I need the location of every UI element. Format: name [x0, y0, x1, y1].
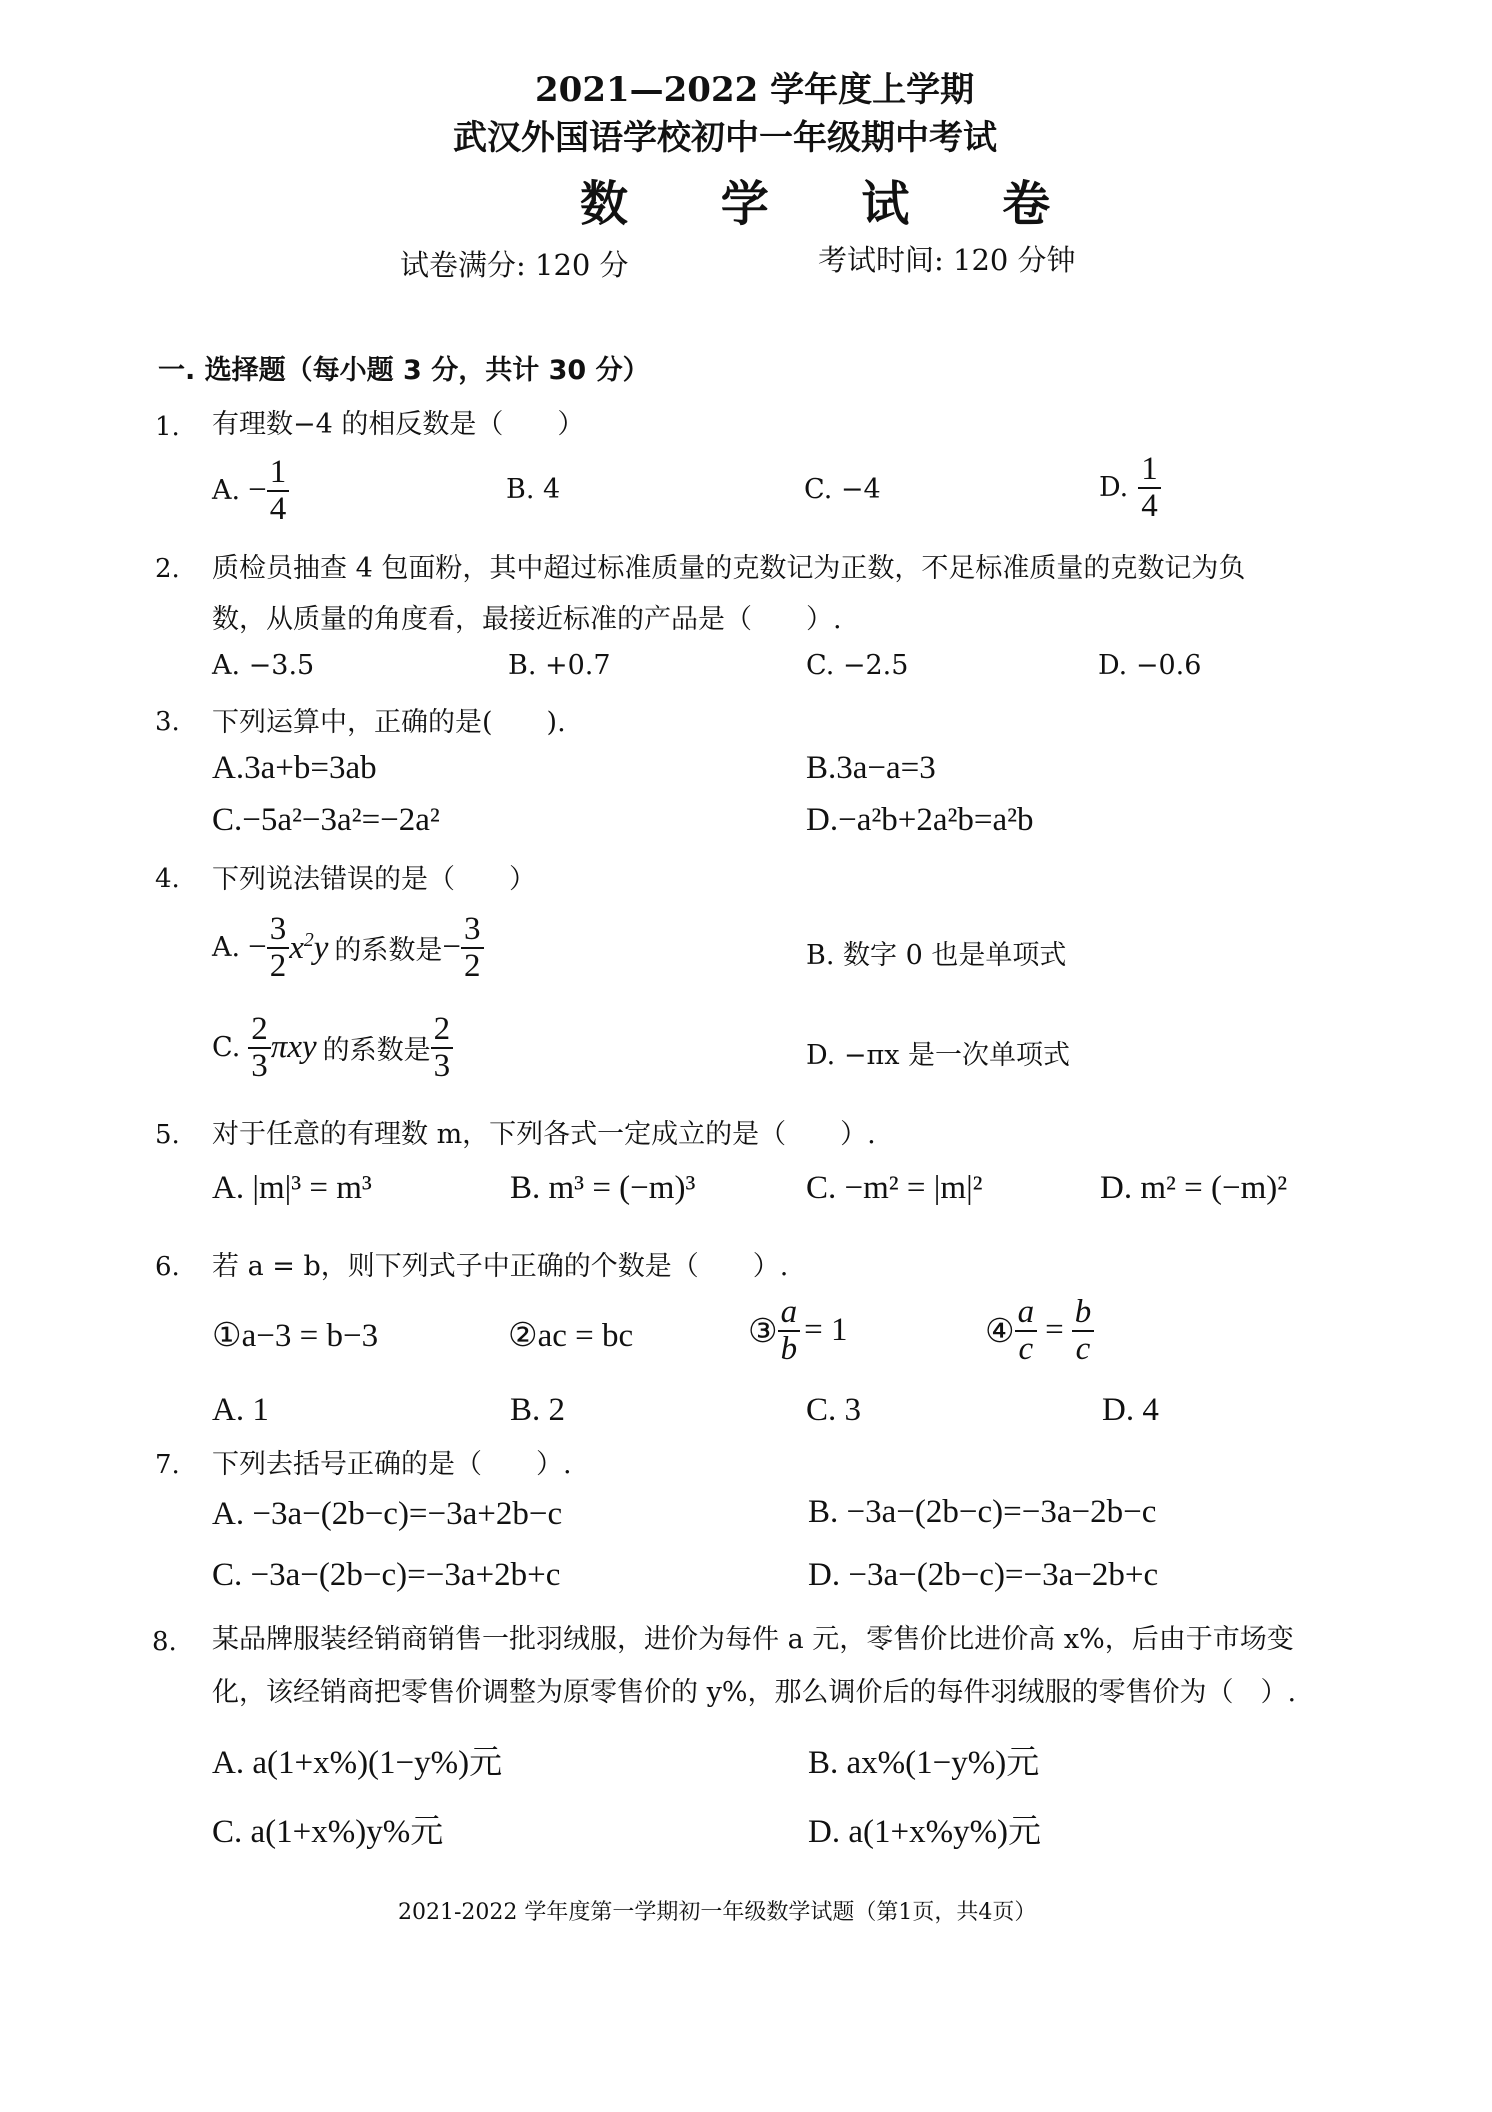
option-a: A.3a+b=3ab [212, 750, 377, 786]
option-d: D. −0.6 [1098, 650, 1202, 681]
fraction [778, 1295, 801, 1366]
question-number: 4. [155, 864, 180, 894]
option-a: A. −3a−(2b−c)=−3a+2b−c [212, 1496, 563, 1532]
full-marks: 试卷满分: 120 分 [400, 248, 629, 282]
option-d: D. −πx 是一次单项式 [806, 1040, 1071, 1071]
question-number: 3. [155, 707, 180, 737]
fraction [267, 455, 290, 526]
option-label: A. [212, 475, 241, 507]
fraction-denominator: 3 [251, 1047, 268, 1084]
fraction-denominator: 4 [269, 490, 287, 527]
question-stem-line1: 质检员抽查 4 包面粉，其中超过标准质量的克数记为正数，不足标准质量的克数记为负 [212, 553, 1246, 584]
option-d: D. −3a−(2b−c)=−3a−2b+c [808, 1557, 1159, 1593]
minus-sign: − [248, 929, 267, 966]
item-2: ②ac = bc [508, 1318, 634, 1354]
exam-time: 考试时间: 120 分钟 [818, 243, 1076, 277]
option-a: A. |m|³ = m³ [212, 1170, 372, 1206]
fraction-denominator: 2 [269, 947, 287, 984]
question-stem-line1: 某品牌服装经销商销售一批羽绒服，进价为每件 a 元，零售价比进价高 x%，后由于市场变 [212, 1624, 1294, 1655]
fraction-denominator: b [780, 1330, 798, 1367]
fraction-numerator: 2 [248, 1012, 271, 1049]
option-label: D. [1099, 472, 1129, 504]
question-stem: 下列运算中，正确的是( ). [212, 707, 566, 738]
question-stem: 有理数−4 的相反数是（ ） [212, 409, 585, 440]
item-label: ③ [748, 1313, 778, 1350]
fraction-numerator: 3 [461, 912, 484, 949]
option-c: C. a(1+x%)y%元 [212, 1814, 444, 1850]
fraction-numerator: a [778, 1295, 801, 1332]
fraction-numerator: a [1015, 1295, 1038, 1332]
option-d: D.−a²b+2a²b=a²b [806, 802, 1034, 838]
option-b: B. −3a−(2b−c)=−3a−2b−c [808, 1494, 1157, 1530]
option-b: B. m³ = (−m)³ [510, 1170, 696, 1206]
question-stem: 下列说法错误的是（ ） [212, 864, 536, 895]
fraction-denominator: 2 [464, 947, 481, 984]
fraction [1072, 1295, 1095, 1366]
fraction [461, 912, 484, 983]
fraction-numerator: 1 [267, 455, 290, 492]
question-number: 7. [155, 1450, 180, 1480]
question-number: 1. [155, 412, 180, 442]
fraction [267, 912, 290, 983]
question-number: 5. [155, 1120, 180, 1150]
item-3 [748, 1295, 847, 1366]
option-c: C. 3 [806, 1392, 862, 1428]
item-4 [985, 1295, 1094, 1366]
fraction-numerator: 2 [431, 1012, 454, 1049]
option-a [212, 455, 289, 526]
option-d: D. a(1+x%y%)元 [808, 1814, 1042, 1850]
option-b: B. +0.7 [508, 650, 611, 681]
math-term: πxy [270, 1029, 317, 1066]
option-text: 的系数是 [322, 1035, 431, 1067]
question-number: 2. [155, 554, 180, 584]
option-d [1099, 452, 1161, 523]
option-b: B. 数字 0 也是单项式 [806, 940, 1067, 971]
math-term: $x^2y$ [289, 928, 329, 966]
fraction [1138, 452, 1161, 523]
question-number: 8. [152, 1627, 177, 1657]
fraction [248, 1012, 271, 1083]
fraction-numerator: 3 [267, 912, 290, 949]
option-c: C. −3a−(2b−c)=−3a+2b+c [212, 1557, 561, 1593]
option-c: C.−5a²−3a²=−2a² [212, 802, 440, 838]
fraction-denominator: c [1018, 1330, 1034, 1367]
page-footer: 2021-2022 学年度第一学期初一年级数学试题（第1页，共4页） [398, 1900, 1037, 1925]
option-b: B. 4 [506, 474, 561, 505]
fraction [431, 1012, 454, 1083]
option-b: B. 2 [510, 1392, 566, 1428]
fraction [1015, 1295, 1038, 1366]
question-stem: 对于任意的有理数 m，下列各式一定成立的是（ ）. [212, 1119, 876, 1150]
option-label: A. [212, 932, 241, 964]
header-line2: 武汉外国语学校初中一年级期中考试 [453, 118, 997, 158]
option-a [212, 912, 484, 983]
item-label: ④ [985, 1313, 1015, 1350]
math-term: = [1045, 1312, 1064, 1349]
fraction-denominator: 4 [1141, 487, 1158, 524]
question-stem: 若 a = b，则下列式子中正确的个数是（ ）. [212, 1251, 789, 1282]
fraction-denominator: 3 [433, 1047, 451, 1084]
item-1: ①a−3 = b−3 [212, 1318, 379, 1354]
option-a: A. −3.5 [212, 650, 315, 681]
option-b: B.3a−a=3 [806, 750, 936, 786]
option-a: A. a(1+x%)(1−y%)元 [212, 1745, 503, 1781]
option-d: D. 4 [1102, 1392, 1159, 1428]
question-number: 6. [155, 1252, 180, 1282]
paper-title: 数 学 试 卷 [580, 176, 1089, 232]
section-title: 一. 选择题（每小题 3 分，共计 30 分） [158, 355, 650, 386]
fraction-denominator: c [1075, 1330, 1091, 1367]
option-c [212, 1012, 453, 1083]
question-stem: 下列去括号正确的是（ ）. [212, 1449, 572, 1480]
option-a: A. 1 [212, 1392, 269, 1428]
fraction-numerator: 1 [1138, 452, 1161, 489]
option-c: C. −4 [804, 474, 881, 505]
minus-sign: − [248, 472, 267, 509]
math-term: = 1 [804, 1312, 848, 1349]
option-text: 的系数是 [334, 935, 443, 967]
question-stem-line2: 数，从质量的角度看，最接近标准的产品是（ ）. [212, 604, 842, 635]
header-line1: 2021—2022 学年度上学期 [535, 70, 975, 110]
minus-sign: − [442, 929, 462, 966]
option-c: C. −m² = |m|² [806, 1170, 983, 1206]
option-label: C. [212, 1032, 241, 1064]
option-c: C. −2.5 [806, 650, 909, 681]
question-stem-line2: 化，该经销商把零售价调整为原零售价的 y%，那么调价后的每件羽绒服的零售价为（ ）. [212, 1677, 1297, 1708]
option-d: D. m² = (−m)² [1100, 1170, 1288, 1206]
fraction-numerator: b [1072, 1295, 1095, 1332]
option-b: B. ax%(1−y%)元 [808, 1745, 1040, 1781]
